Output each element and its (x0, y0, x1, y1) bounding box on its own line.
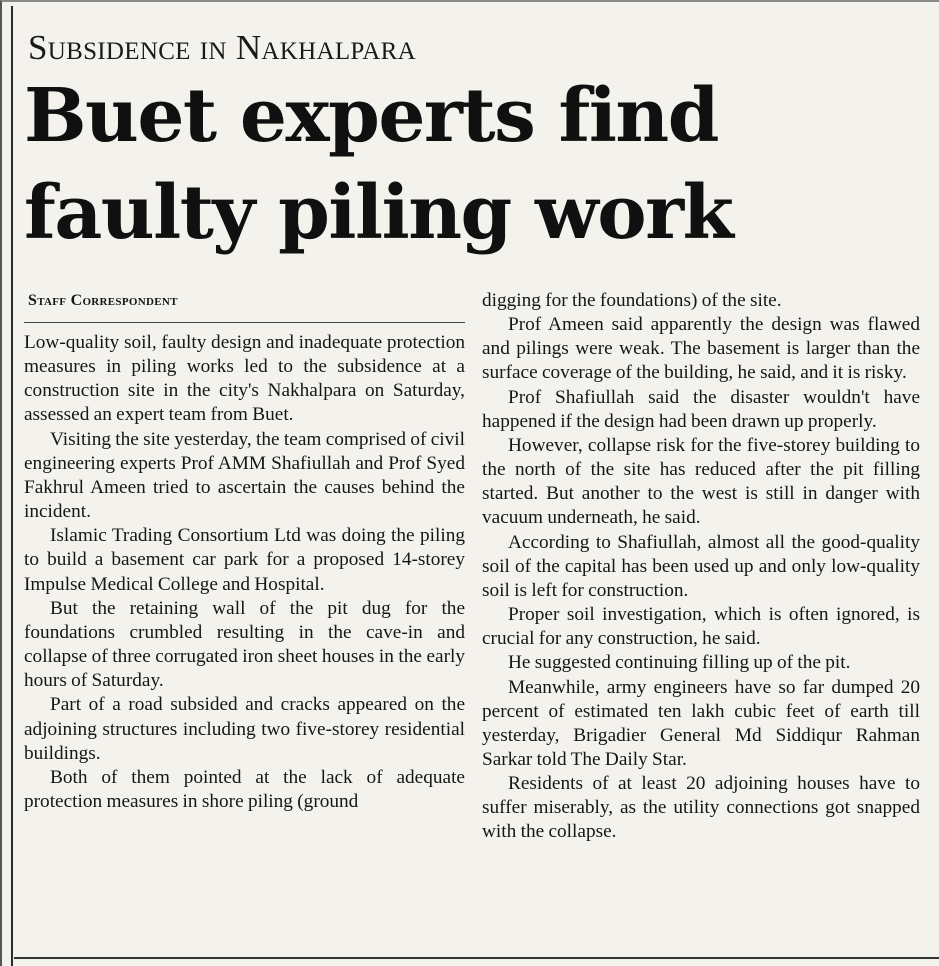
paragraph: Islamic Trading Consortium Ltd was doing the piling to build a basement car park for a proposed 14-storey Impulse Medical College and Hospital. (24, 525, 465, 595)
paragraph: He suggested continuing filling up of the pit. (508, 652, 851, 674)
headline (24, 68, 934, 262)
paragraph: Part of a road subsided and cracks appeared on the adjoining structures including two five-storey residential buildings. (24, 694, 465, 764)
paragraph: Proper soil investigation, which is often ignored, is crucial for any construction, he said. (482, 604, 920, 650)
body-column-left (24, 331, 465, 814)
paragraph: Prof Shafiullah said the disaster wouldn't have happened if the design had been drawn up properly. (482, 386, 920, 432)
headline-line-2: faulty piling work (24, 170, 733, 256)
paragraph: However, collapse risk for the five-storey building to the north of the site has reduced after the pit filling started. But another to the west is still in danger with vacuum underneath, he said. (482, 434, 920, 529)
column-rule-bottom (14, 957, 939, 959)
paragraph: Meanwhile, army engineers have so far dumped 20 percent of estimated ten lakh cubic feet of earth till yesterday, Brigadier General Md Siddiqur Rahman Sarkar told The Daily Star. (482, 676, 920, 770)
paragraph: Visiting the site yesterday, the team comprised of civil engineering experts Prof AMM Shafiullah and Prof Syed Fakhrul Ameen tried to ascertain the causes behind the incident. (24, 428, 465, 523)
headline-line-1: Buet experts find (24, 73, 718, 159)
paragraph: Both of them pointed at the lack of adequate protection measures in shore piling (ground (24, 766, 465, 812)
paragraph: According to Shafiullah, almost all the good-quality soil of the capital has been used up and only low-quality soil is left for construction. (482, 531, 920, 601)
kicker: Subsidence in Nakhalpara (28, 28, 416, 67)
paragraph: But the retaining wall of the pit dug for the foundations crumbled resulting in the cave-in and collapse of three corrugated iron sheet houses in the early hours of Saturday. (24, 597, 465, 692)
column-rule-left (11, 6, 13, 966)
byline: Staff Correspondent (28, 292, 178, 309)
paragraph: Low-quality soil, faulty design and inadequate protection measures in piling works led to the subsidence at a construction site in the city's Nakhalpara on Saturday, assessed an expert team from Buet. (24, 332, 465, 426)
body-column-right (482, 289, 920, 845)
paragraph: digging for the foundations) of the site. (482, 290, 782, 311)
paragraph: Prof Ameen said apparently the design was flawed and pilings were weak. The basement is larger than the surface coverage of the building, he said, and it is risky. (482, 314, 920, 384)
byline-rule (24, 322, 465, 323)
paragraph: Residents of at least 20 adjoining houses have to suffer miserably, as the utility connections got snapped with the collapse. (482, 773, 920, 843)
